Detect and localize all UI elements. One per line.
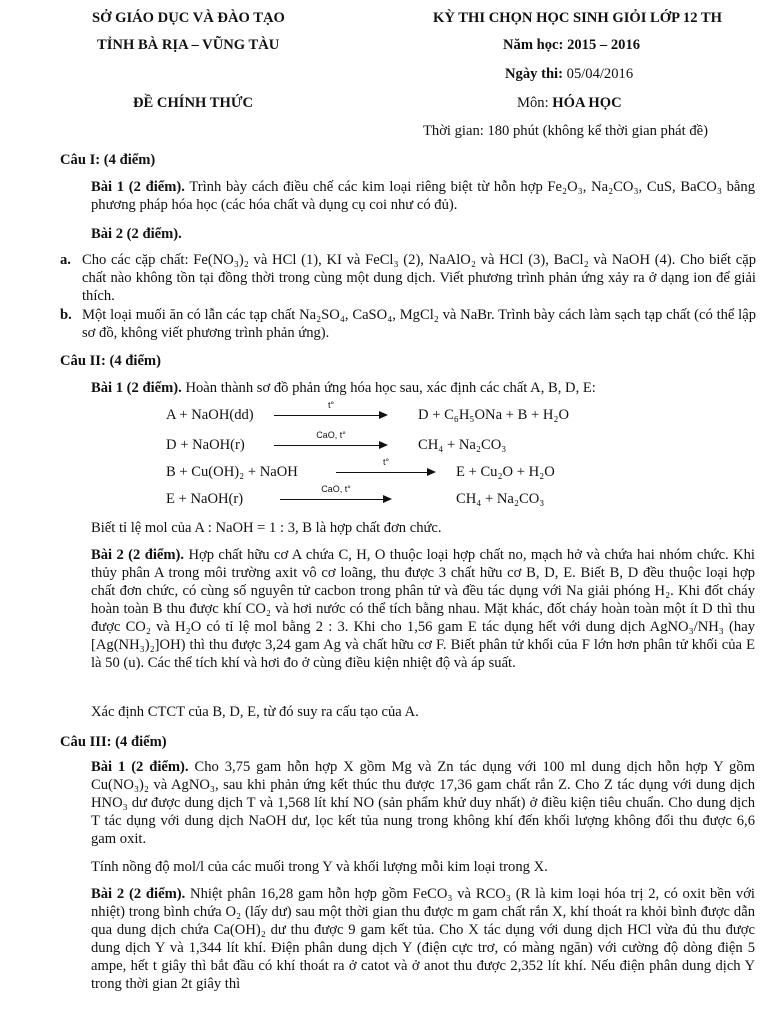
q1-b1-title: Bài 1 (2 điểm). [91,179,185,195]
header-time-limit: Thời gian: 180 phút (không kể thời gian phát đề) [423,123,708,139]
q1-b1-text: Trình bày cách điều chế các kim loại riêng biệt từ hỗn hợp Fe₂O₃, Na₂CO₃, CuS, BaCO₃ bằng phương pháp hóa học (các hóa chất và dụng cụ coi như có đủ). [91,179,755,213]
q2-b1-title: Bài 1 (2 điểm). [91,380,182,396]
reaction-1-left: A + NaOH(dd) [166,407,254,423]
year-label: Năm học: [503,37,564,53]
q1-item-b-text: Một loại muối ăn có lẫn các tạp chất Na₂SO₄, CaSO₄, MgCl₂ và NaBr. Trình bày cách làm sạch tạp chất (có thể lập sơ đồ, không viết phương trình phản ứng). [82,307,756,341]
q3-b2-title: Bài 2 (2 điểm). [91,886,186,902]
question-2-heading: Câu II: (4 điểm) [60,353,161,369]
q3-b1-task: Tính nồng độ mol/l của các muối trong Y và khối lượng mỗi kim loại trong X. [91,859,548,875]
reaction-1-right: D + C₆H₅ONa + B + H₂O [418,407,570,423]
reaction-1-arrow [274,400,388,421]
q2-b2-title: Bài 2 (2 điểm). [91,547,185,563]
reaction-2-left: D + NaOH(r) [166,437,245,453]
q2-b1-text: Hoàn thành sơ đồ phản ứng hóa học sau, xác định các chất A, B, D, E: [185,380,596,396]
q3-b1-text: Cho 3,75 gam hỗn hợp X gồm Mg và Zn tác dụng với 100 ml dung dịch hỗn hợp Y gồm Cu(NO₃)₂ và AgNO₃, sau khi phản ứng kết thúc thu được 17,36 gam chất rắn Z. Cho Z tác dụng với dung dịch HNO₃ dư được dung dịch T và 1,568 lít khí NO (sản phẩm khử duy nhất) ở điều kiện tiêu chuẩn. Cho dung dịch T tác dụng với dung dịch NaOH dư, lọc kết tủa nung trong không khí đến khối lượng không đổi thu được 6,6 gam oxit. [91,759,755,847]
reaction-3-left: B + Cu(OH)₂ + NaOH [166,464,298,480]
reaction-3-condition: t° [382,457,390,467]
year-value: 2015 – 2016 [567,37,641,53]
q2-b1-note: Biết tỉ lệ mol của A : NaOH = 1 : 3, B là hợp chất đơn chức. [91,520,442,536]
date-label: Ngày thi: [505,66,563,82]
question-1-heading: Câu I: (4 điểm) [60,152,156,168]
header-official-label: ĐỀ CHÍNH THỨC [133,95,254,111]
header-exam-title: KỲ THI CHỌN HỌC SINH GIỎI LỚP 12 TH [433,10,722,26]
q1-item-a-text: Cho các cặp chất: Fe(NO₃)₂ và HCl (1), KI và FeCl₃ (2), NaAlO₂ và HCl (3), BaCl₂ và NaOH (4). Cho biết cặp chất nào không tồn tại đồng thời trong cùng một dung dịch. Viết phương trình phản ứng xảy ra ở dạng ion để giải thích. [82,252,756,304]
question-3-heading: Câu III: (4 điểm) [60,734,167,750]
q2-exercise-2 [91,546,755,672]
q1-b2-title: Bài 2 (2 điểm). [91,226,182,242]
header-province: TỈNH BÀ RỊA – VŨNG TÀU [97,37,280,53]
q2-b2-text: Hợp chất hữu cơ A chứa C, H, O thuộc loại hợp chất no, mạch hở và chứa hai nhóm chức. Khi thủy phân A trong môi trường axit vô cơ loãng, thu được 3 chất hữu cơ B, D, E. Biết B, D đều thuộc loại hợp chất đơn chức, có cùng số nguyên tử cacbon trong phân tử và đều tác dụng với Na giải phóng H₂. Khi đốt cháy hoàn toàn B thu được khí CO₂ và hơi nước có thể tích bằng nhau. Mặt khác, đốt cháy hoàn toàn một ít D thì thu được CO₂ và H₂O có tỉ lệ mol bằng 2 : 3. Khi cho 1,56 gam E tác dụng hết với dung dịch AgNO₃/NH₃ (hay [Ag(NH₃)₂]OH) thì thu được 3,24 gam Ag và chất hữu cơ F. Biết phân tử khối của F lớn hơn phân tử khối của E là 50 (u). Các thể tích khí và hơi đo ở cùng điều kiện nhiệt độ và áp suất. [91,547,755,671]
header-subject [517,94,622,112]
q3-b1-title: Bài 1 (2 điểm). [91,759,189,775]
date-value: 05/04/2016 [566,66,634,82]
header-exam-date [505,65,633,83]
q1-exercise-1 [91,178,755,214]
q1-item-a-label: a. [60,252,71,268]
reaction-3-right: E + Cu₂O + H₂O [456,464,555,480]
reaction-2-arrow [274,430,388,451]
q1-item-b-label: b. [60,307,72,323]
q2-exercise-1 [91,379,755,397]
q2-b2-task: Xác định CTCT của B, D, E, từ đó suy ra cấu tạo của A. [91,704,419,720]
q3-b2-text: Nhiệt phân 16,28 gam hỗn hợp gồm FeCO₃ và RCO₃ (R là kim loại hóa trị 2, có oxit bền với nhiệt) trong bình chứa O₂ (lấy dư) sau một thời gian thu được m gam chất rắn X, khí thoát ra khỏi bình được dẫn qua dung dịch chứa Ca(OH)₂ dư thu được 9 gam kết tủa. Cho X tác dụng với dung dịch HCl vừa đủ thu được dung dịch Y và 1,344 lít khí. Điện phân dung dịch Y (điện cực trơ, có màng ngăn) với cường độ dòng điện 5 ampe, hết t giây thì bắt đầu có khí thoát ra ở catot và ở anot thu được 2,352 lít khí. Nếu điện phân dung dịch Y trong thời gian 2t giây thì [91,886,755,992]
reaction-4-condition: CaO, t° [321,484,351,494]
subject-label: Môn: [517,95,549,111]
subject-value: HÓA HỌC [552,95,622,111]
reaction-4-arrow [280,484,392,505]
header-school-year [503,36,640,54]
q3-exercise-1 [91,758,755,848]
q3-exercise-2 [91,885,755,993]
reaction-4-left: E + NaOH(r) [166,491,244,507]
reaction-4-right: CH₄ + Na₂CO₃ [456,491,545,507]
reaction-2-condition: CaO, t° [316,430,346,440]
reaction-2-right: CH₄ + Na₂CO₃ [418,437,507,453]
reaction-3-arrow [336,457,436,478]
header-department: SỞ GIÁO DỤC VÀ ĐÀO TẠO [92,10,285,26]
reaction-1-condition: t° [327,400,335,410]
